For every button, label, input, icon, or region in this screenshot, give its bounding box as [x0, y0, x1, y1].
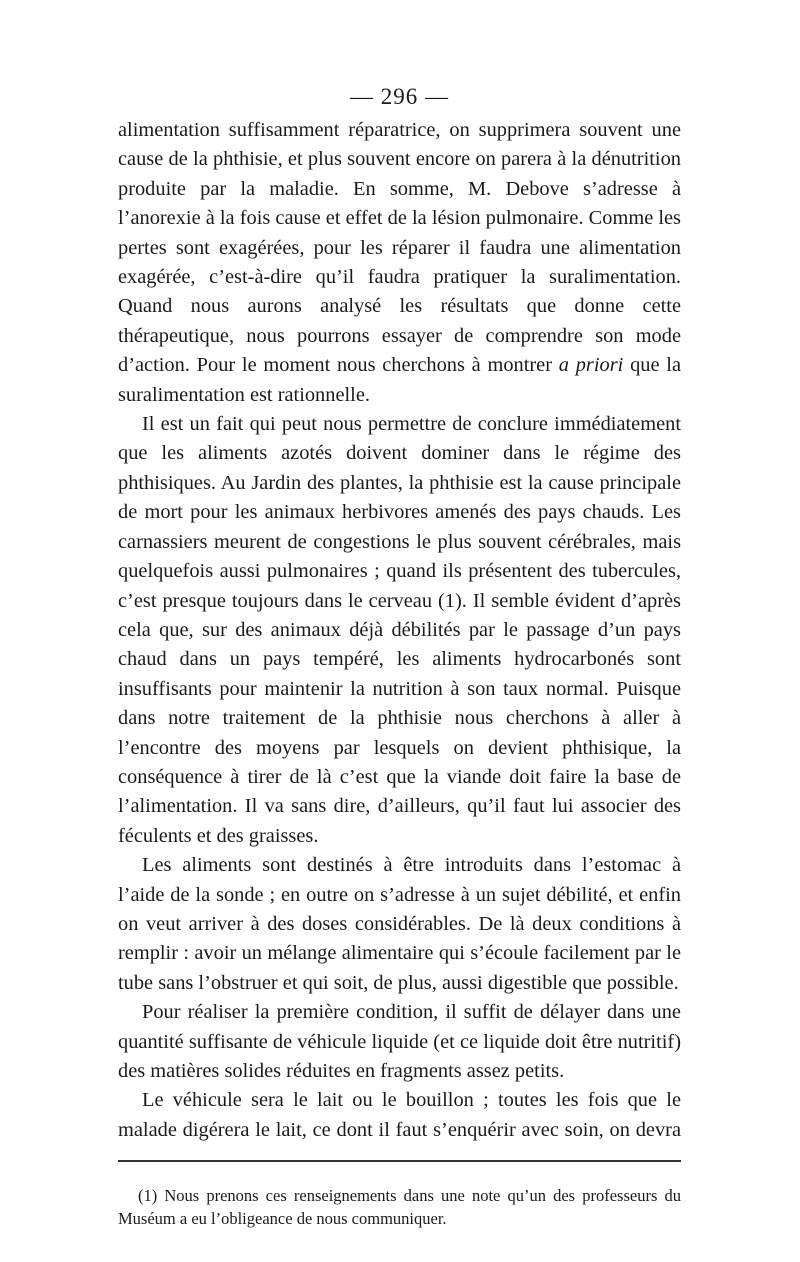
page-number-header: — 296 —: [350, 84, 449, 109]
paragraph-3: Les aliments sont destinés à être introduits dans l’estomac à l’aide de la sonde ; en outre on s’adresse à un sujet débilité, et enfin on veut arriver à des doses considérables. De là deux conditions à remplir : avoir un mélange alimentaire qui s’écoule facilement par le tube sans l’obstruer et qui soit, de plus, aussi digestible que possible.: [118, 854, 681, 994]
italic-a-priori: a priori: [558, 354, 624, 377]
footnote: (1) Nous prenons ces renseignements dans une note qu’un des professeurs du Muséum a eu l’obligeance de nous communiquer.: [118, 1186, 681, 1229]
paragraph-1: [118, 116, 681, 410]
paragraph-4: Pour réaliser la première condition, il suffit de délayer dans une quantité suffisante de véhicule liquide (et ce liquide doit être nutritif) des matières solides réduites en fragments assez petits.: [118, 1001, 681, 1082]
footnote-separator: [118, 1160, 681, 1162]
paragraph-1-text-a: alimentation suffisamment réparatrice, on supprimera souvent une cause de la phthisie, et plus souvent encore on parera à la dénutrition produite par la maladie. En somme, M. Debove s’adresse à l’anorexie à la fois cause et effet de la lésion pulmonaire. Comme les pertes sont exagérées, pour les réparer il faudra une alimentation exagérée, c’est-à-dire qu’il faudra pratiquer la suralimentation. Quand nous aurons analysé les résultats que donne cette thérapeutique, nous pourrons essayer de comprendre son mode d’action. Pour le moment nous cherchons à montrer: [118, 119, 681, 377]
paragraph-1-text-b: que la suralimentation est rationnelle.: [118, 354, 681, 406]
paragraph-5: Le véhicule sera le lait ou le bouillon ; toutes les fois que le malade digérera le lait, ce dont il faut s’enquérir avec soin, on devra: [118, 1089, 681, 1141]
document-page: [118, 82, 681, 1230]
paragraph-2: Il est un fait qui peut nous permettre de conclure immédiatement que les aliments azotés doivent dominer dans le régime des phthisiques. Au Jardin des plantes, la phthisie est la cause principale de mort pour les animaux herbivores amenés des pays chauds. Les carnassiers meurent de congestions le plus souvent cérébrales, mais quelquefois aussi pulmonaires ; quand ils présentent des tubercules, c’est presque toujours dans le cerveau (1). Il semble évident d’après cela que, sur des animaux déjà débilités par le passage d’un pays chaud dans un pays tempéré, les aliments hydrocarbonés sont insuffisants pour maintenir la nutrition à son taux normal. Puisque dans notre traitement de la phthisie nous cherchons à aller à l’encontre des moyens par lesquels on devient phthisique, la conséquence à tirer de là c’est que la viande doit faire la base de l’alimentation. Il va sans dire, d’ailleurs, qu’il faut lui associer des féculents et des graisses.: [118, 413, 681, 847]
body-text: [118, 116, 681, 1145]
